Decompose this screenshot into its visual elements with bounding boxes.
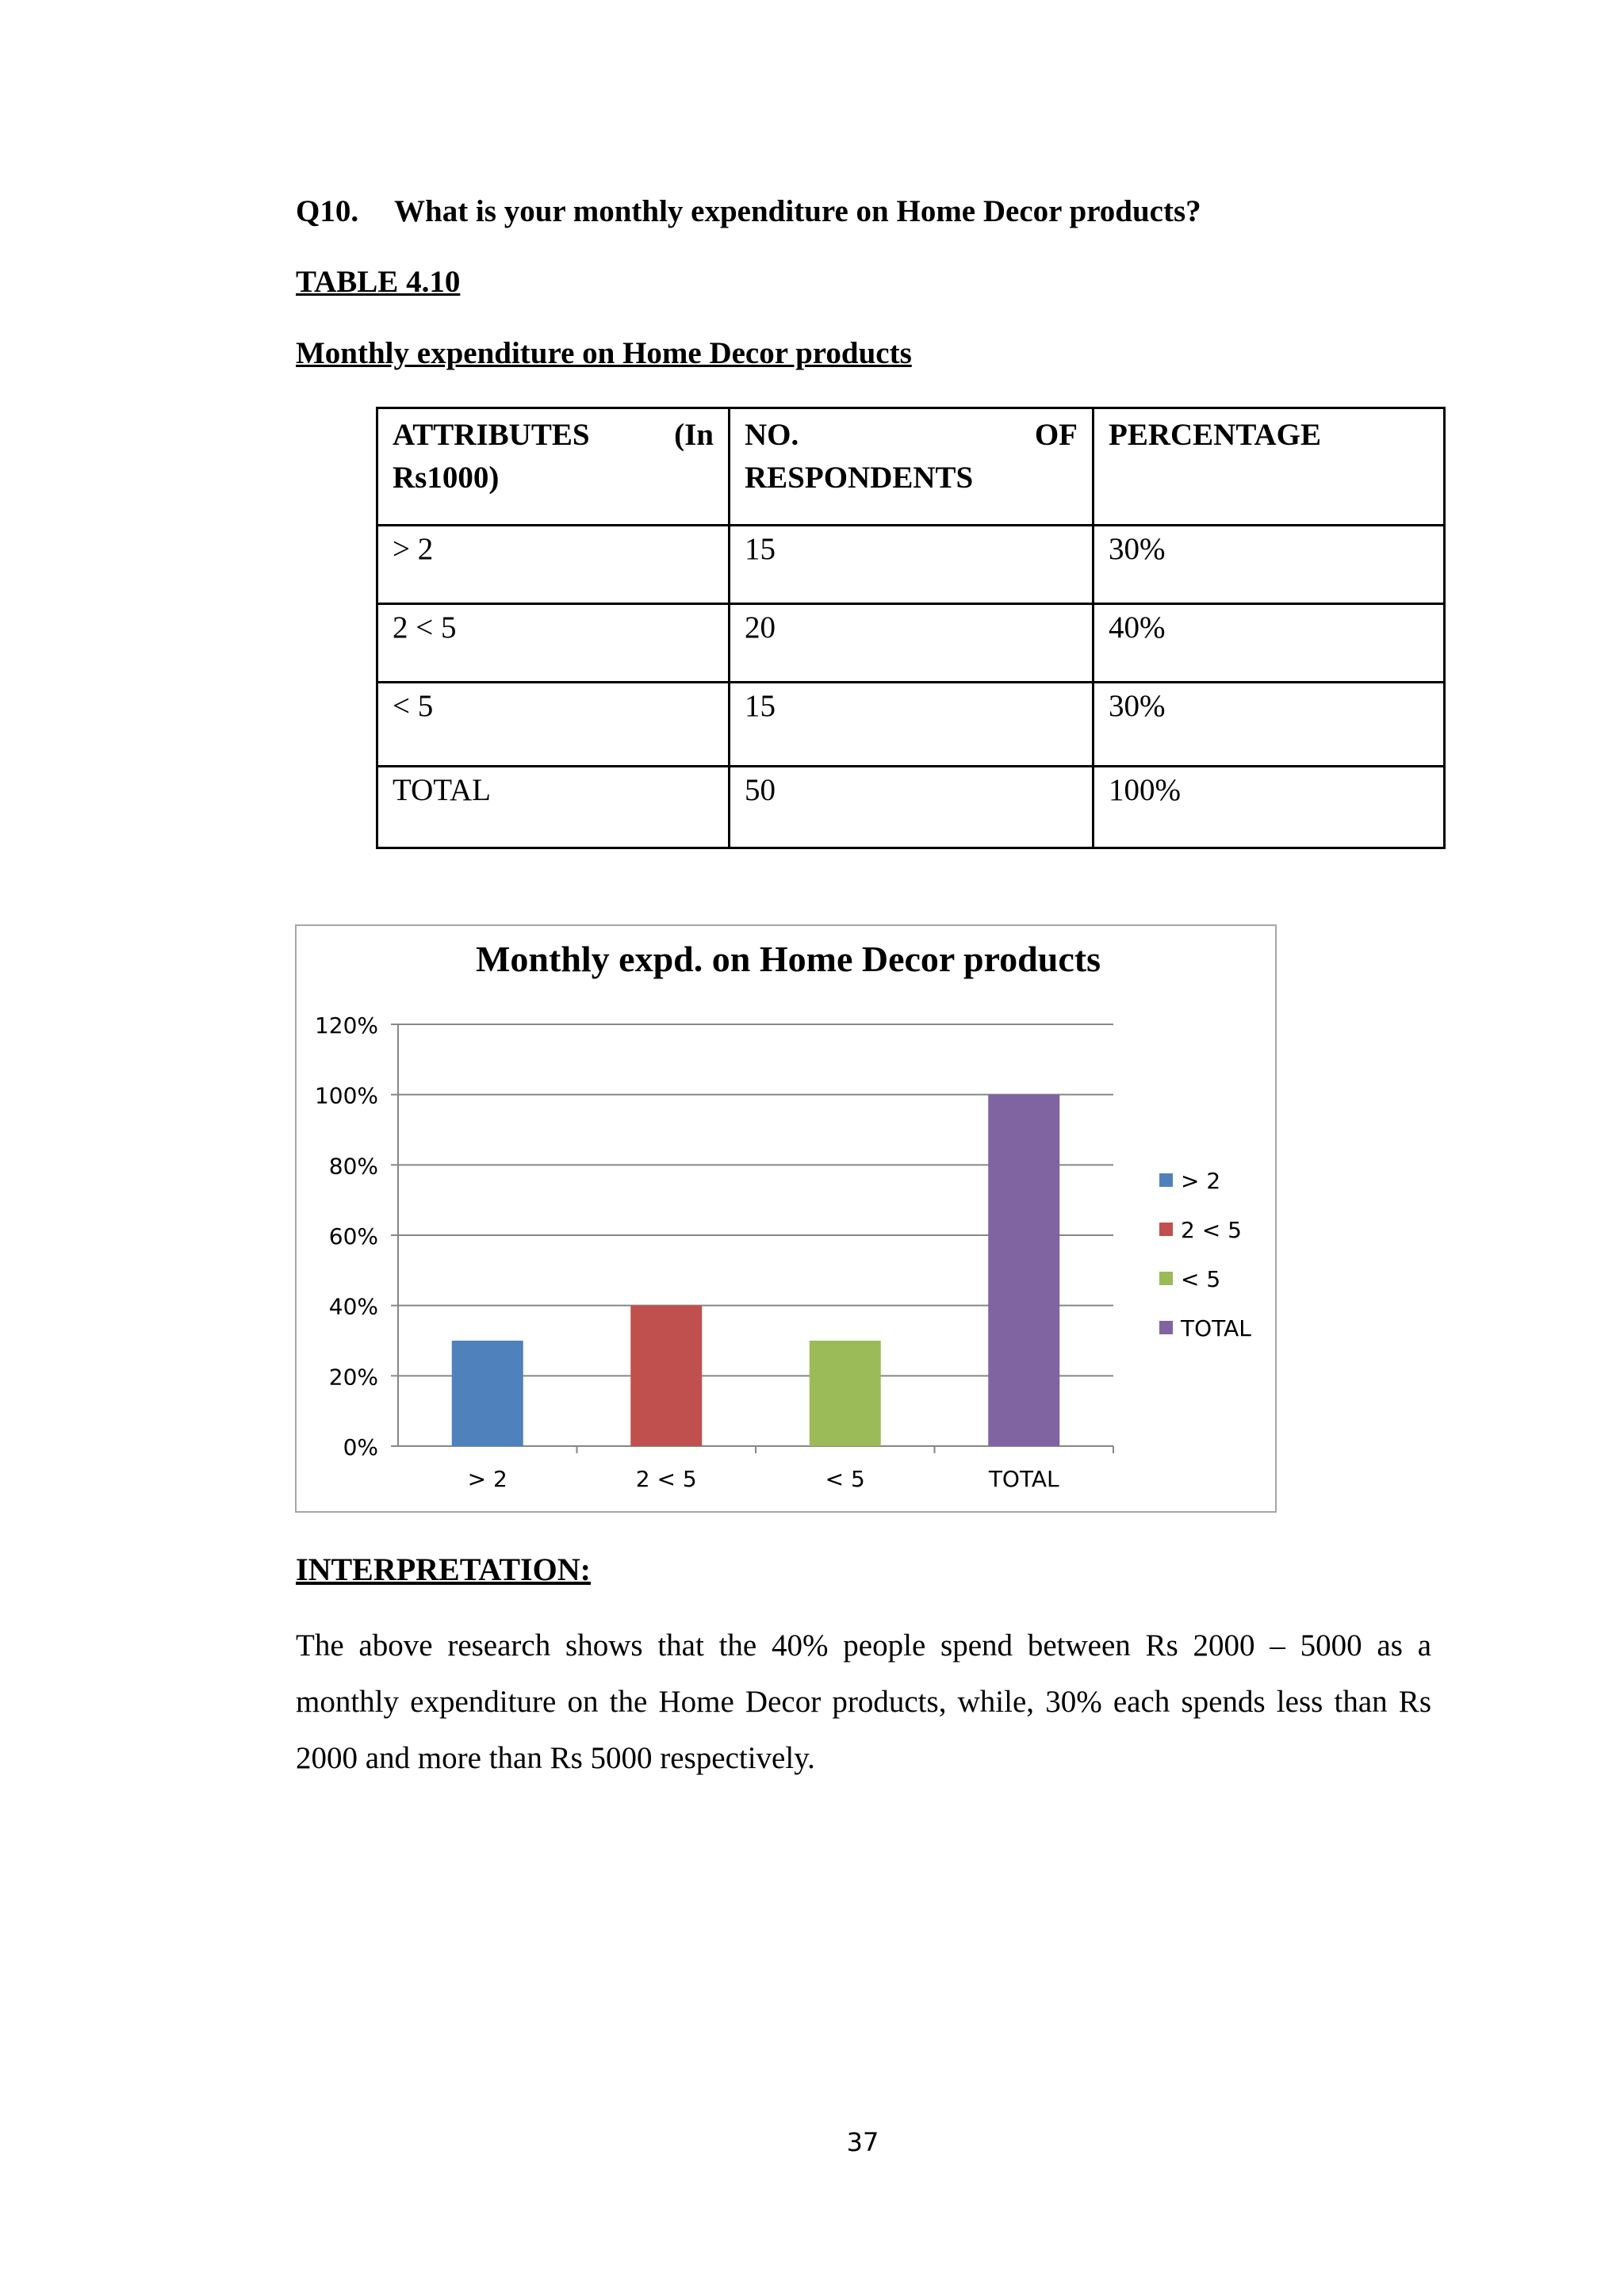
table-title: Monthly expenditure on Home Decor products bbox=[296, 336, 912, 370]
header-attributes-line2: Rs1000) bbox=[393, 461, 500, 495]
interpretation-title: INTERPRETATION: bbox=[296, 1552, 591, 1587]
question-number: Q10. bbox=[296, 194, 359, 228]
page-number: 37 bbox=[846, 2127, 879, 2157]
table-header-row bbox=[377, 408, 1445, 526]
bar-chart bbox=[297, 926, 1278, 1514]
y-tick-label: 0% bbox=[343, 1434, 378, 1460]
header-attributes-line1: ATTRIBUTES bbox=[393, 418, 590, 452]
table-caption: TABLE 4.10 bbox=[296, 265, 461, 299]
x-tick-label: 2 < 5 bbox=[635, 1466, 697, 1492]
header-percentage-line1: PERCENTAGE bbox=[1109, 418, 1321, 452]
header-respondents-line1: NO. bbox=[745, 418, 799, 452]
table-cell: > 2 bbox=[377, 526, 730, 604]
legend-swatch bbox=[1159, 1173, 1173, 1187]
table-cell: 30% bbox=[1094, 683, 1445, 767]
bar bbox=[988, 1095, 1059, 1446]
header-respondents-line1-right: OF bbox=[1034, 418, 1078, 452]
question bbox=[296, 193, 1201, 229]
y-tick-label: 60% bbox=[328, 1223, 378, 1249]
table-cell: 15 bbox=[730, 683, 1094, 767]
y-tick-label: 120% bbox=[314, 1012, 378, 1039]
header-attributes bbox=[377, 408, 730, 526]
x-tick-label: TOTAL bbox=[988, 1466, 1059, 1492]
legend-swatch bbox=[1159, 1321, 1173, 1334]
header-respondents-line2: RESPONDENTS bbox=[745, 461, 974, 495]
table-cell: 30% bbox=[1094, 526, 1445, 604]
bar bbox=[630, 1306, 702, 1446]
question-text: What is your monthly expenditure on Home Decor products? bbox=[394, 194, 1201, 228]
x-tick-label: < 5 bbox=[825, 1466, 865, 1492]
legend-label: < 5 bbox=[1181, 1266, 1221, 1292]
table-cell: 15 bbox=[730, 526, 1094, 604]
chart-area bbox=[295, 924, 1277, 1513]
table-cell: 20 bbox=[730, 604, 1094, 683]
header-attributes-line1-right: (In bbox=[674, 418, 714, 452]
legend-swatch bbox=[1159, 1272, 1173, 1285]
bar bbox=[452, 1341, 523, 1446]
y-tick-label: 80% bbox=[328, 1153, 378, 1180]
table-cell: 2 < 5 bbox=[377, 604, 730, 683]
legend-label: 2 < 5 bbox=[1181, 1217, 1242, 1243]
y-tick-label: 20% bbox=[328, 1364, 378, 1391]
legend-swatch bbox=[1159, 1223, 1173, 1236]
legend-label: > 2 bbox=[1181, 1168, 1221, 1194]
header-respondents bbox=[730, 408, 1094, 526]
expenditure-table bbox=[376, 407, 1446, 849]
interpretation-text: The above research shows that the 40% people spend between Rs 2000 – 5000 as a monthly expenditure on the Home Decor products, while, 30% each spends less than Rs 2000 and more than Rs 5000 respectively. bbox=[296, 1628, 1431, 1775]
table-row bbox=[377, 526, 1445, 604]
table-cell: 40% bbox=[1094, 604, 1445, 683]
x-tick-label: > 2 bbox=[467, 1466, 508, 1492]
table-cell: 50 bbox=[730, 767, 1094, 848]
table-row bbox=[377, 767, 1445, 848]
table-cell: 100% bbox=[1094, 767, 1445, 848]
y-tick-label: 40% bbox=[328, 1293, 378, 1320]
y-tick-label: 100% bbox=[314, 1082, 378, 1109]
table-row bbox=[377, 604, 1445, 683]
header-percentage bbox=[1094, 408, 1445, 526]
bar bbox=[810, 1341, 881, 1446]
table-cell: < 5 bbox=[377, 683, 730, 767]
table-cell: TOTAL bbox=[377, 767, 730, 848]
table-row bbox=[377, 683, 1445, 767]
legend-label: TOTAL bbox=[1181, 1315, 1251, 1341]
chart-title: Monthly expd. on Home Decor products bbox=[476, 939, 1101, 979]
